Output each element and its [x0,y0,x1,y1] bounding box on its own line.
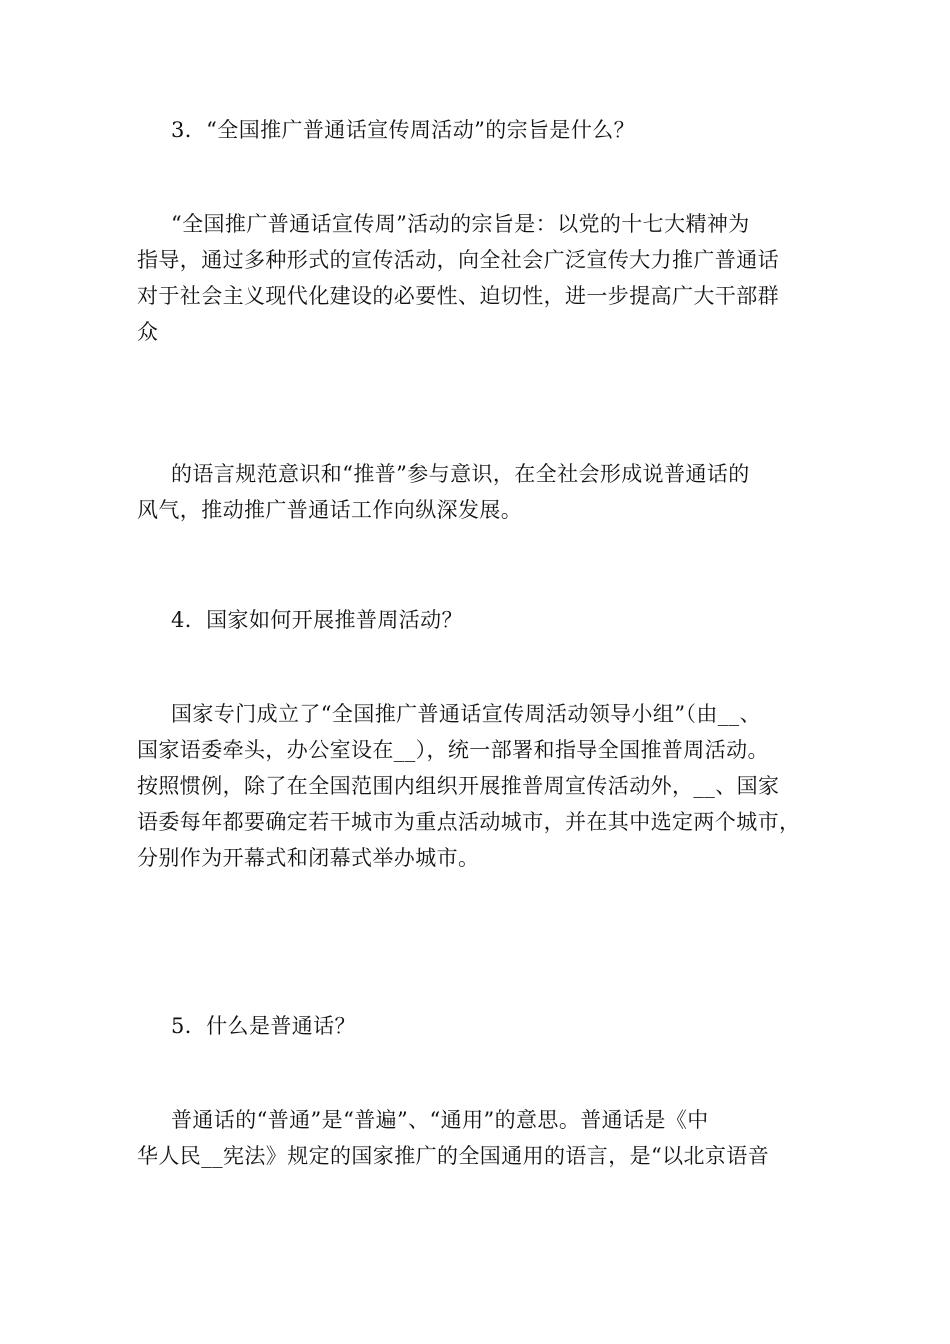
question-5-answer-paragraph [137,1102,827,1174]
question-3-answer-paragraph-2 [137,456,827,528]
question-5-heading [137,1008,827,1044]
question-4-heading-text: 4．国家如何开展推普周活动？ [171,608,463,632]
text-line: 风气，推动推广普通话工作向纵深发展。 [137,498,523,522]
question-3-heading [137,112,827,148]
question-4-answer-paragraph [137,696,827,876]
text-line: 对于社会主义现代化建设的必要性、迫切性，进一步提高广大干部群 [137,284,779,308]
text-line: 华人民__宪法》规定的国家推广的全国通用的语言，是“以北京语音 [137,1144,770,1168]
question-4-heading [137,602,827,638]
text-line: 国家专门成立了“全国推广普通话宣传周活动领导小组”（由__、 [171,702,761,726]
text-line: 普通话的“普通”是“普遍”、“通用”的意思。普通话是《中 [171,1108,709,1132]
question-5-heading-text: 5．什么是普通话？ [171,1014,356,1038]
text-line: 语委每年都要确定若干城市为重点活动城市，并在其中选定两个城市， [137,810,801,834]
text-line: 指导，通过多种形式的宣传活动，向全社会广泛宣传大力推广普通话 [137,248,779,272]
text-line: 国家语委牵头，办公室设在__），统一部署和指导全国推普周活动。 [137,738,769,762]
question-3-answer-paragraph-1 [137,206,827,350]
text-line: “全国推广普通话宣传周”活动的宗旨是：以党的十七大精神为 [171,212,750,236]
text-line: 按照惯例，除了在全国范围内组织开展推普周宣传活动外，__、国家 [137,774,780,798]
text-line: 众 [137,320,159,344]
text-line: 分别作为开幕式和闭幕式举办城市。 [137,846,480,870]
question-3-heading-text: 3．“全国推广普通话宣传周活动”的宗旨是什么？ [171,118,636,142]
text-line: 的语言规范意识和“推普”参与意识，在全社会形成说普通话的 [171,462,750,486]
